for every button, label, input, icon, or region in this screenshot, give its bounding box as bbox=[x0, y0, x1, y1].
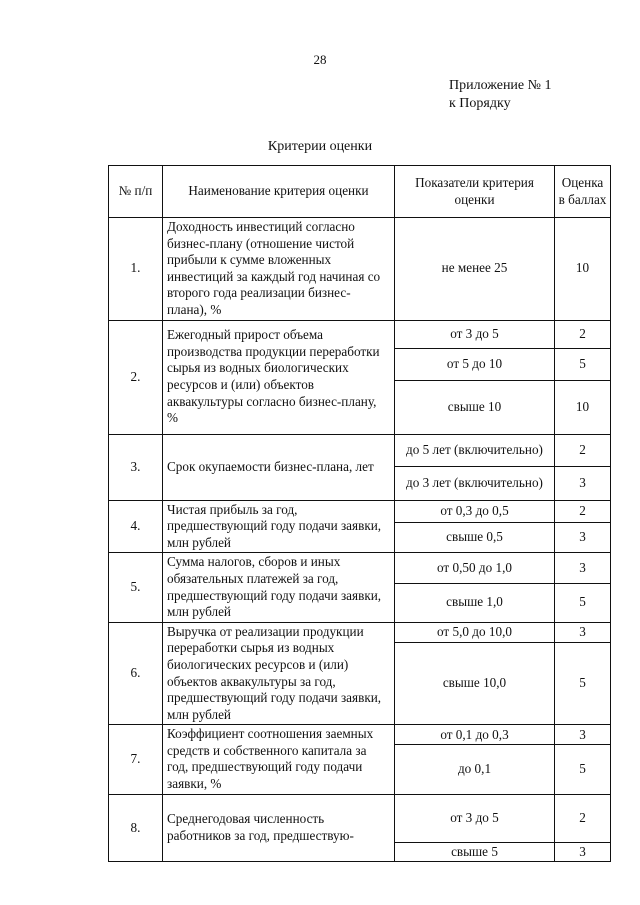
table-row bbox=[109, 553, 611, 583]
header-score: Оценка в баллах bbox=[555, 166, 611, 218]
criterion-name: Выручка от реализации продукции переработки сырья из водных биологических ресурсов и (или) объектов аквакультуры за год, предшествующий году подачи заявки, млн рублей bbox=[163, 622, 395, 725]
criterion-score: 3 bbox=[555, 622, 611, 643]
criterion-indicator: свыше 0,5 bbox=[395, 523, 555, 553]
criteria-table-body bbox=[109, 218, 611, 862]
criterion-indicator: от 5 до 10 bbox=[395, 348, 555, 380]
criterion-number: 1. bbox=[109, 218, 163, 321]
header-number: № п/п bbox=[109, 166, 163, 218]
table-row bbox=[109, 794, 611, 842]
criterion-indicator: от 3 до 5 bbox=[395, 794, 555, 842]
criterion-indicator: от 3 до 5 bbox=[395, 320, 555, 348]
criterion-score: 3 bbox=[555, 725, 611, 745]
criterion-score: 3 bbox=[555, 553, 611, 583]
criterion-name: Коэффициент соотношения заемных средств и собственного капитала за год, предшествующий году подачи заявки, % bbox=[163, 725, 395, 794]
criterion-name: Срок окупаемости бизнес-плана, лет bbox=[163, 434, 395, 500]
page-number: 28 bbox=[313, 52, 327, 67]
criterion-indicator: свыше 1,0 bbox=[395, 583, 555, 622]
criterion-number: 2. bbox=[109, 320, 163, 434]
table-row bbox=[109, 500, 611, 522]
criterion-indicator: от 5,0 до 10,0 bbox=[395, 622, 555, 643]
criterion-score: 10 bbox=[555, 218, 611, 321]
appendix-line-2: к Порядку bbox=[449, 96, 511, 111]
header-indicators: Показатели критерия оценки bbox=[395, 166, 555, 218]
criterion-indicator: от 0,3 до 0,5 bbox=[395, 500, 555, 522]
table-header-row bbox=[109, 166, 611, 218]
criterion-number: 5. bbox=[109, 553, 163, 622]
criterion-score: 2 bbox=[555, 794, 611, 842]
criterion-number: 8. bbox=[109, 794, 163, 862]
criterion-name: Ежегодный прирост объема производства продукции переработки сырья из водных биологических ресурсов и (или) объектов аквакультуры согласно бизнес-плану, % bbox=[163, 320, 395, 434]
criterion-score: 10 bbox=[555, 380, 611, 434]
criterion-score: 5 bbox=[555, 348, 611, 380]
criterion-indicator: не менее 25 bbox=[395, 218, 555, 321]
table-row bbox=[109, 320, 611, 348]
table-row bbox=[109, 434, 611, 466]
table-row bbox=[109, 218, 611, 321]
criterion-name: Среднегодовая численность работников за год, предшествую- bbox=[163, 794, 395, 862]
criterion-number: 6. bbox=[109, 622, 163, 725]
criterion-score: 5 bbox=[555, 583, 611, 622]
criterion-indicator: от 0,50 до 1,0 bbox=[395, 553, 555, 583]
document-title: Критерии оценки bbox=[267, 139, 373, 154]
criterion-score: 5 bbox=[555, 643, 611, 725]
criterion-name: Чистая прибыль за год, предшествующий году подачи заявки, млн рублей bbox=[163, 500, 395, 553]
criterion-score: 2 bbox=[555, 320, 611, 348]
criterion-score: 5 bbox=[555, 745, 611, 794]
criterion-name: Сумма налогов, сборов и иных обязательных платежей за год, предшествующий году подачи заявки, млн рублей bbox=[163, 553, 395, 622]
appendix-line-1: Приложение № 1 bbox=[449, 78, 552, 93]
header-criterion-name: Наименование критерия оценки bbox=[163, 166, 395, 218]
criterion-number: 7. bbox=[109, 725, 163, 794]
criterion-score: 2 bbox=[555, 500, 611, 522]
criterion-indicator: свыше 5 bbox=[395, 842, 555, 862]
criterion-indicator: свыше 10 bbox=[395, 380, 555, 434]
criterion-number: 4. bbox=[109, 500, 163, 553]
table-row bbox=[109, 622, 611, 643]
criterion-number: 3. bbox=[109, 434, 163, 500]
criterion-score: 2 bbox=[555, 434, 611, 466]
table-row bbox=[109, 725, 611, 745]
criterion-indicator: свыше 10,0 bbox=[395, 643, 555, 725]
criterion-score: 3 bbox=[555, 466, 611, 500]
criterion-indicator: до 5 лет (включительно) bbox=[395, 434, 555, 466]
criterion-name: Доходность инвестиций согласно бизнес-плану (отношение чистой прибыли к сумме вложенных инвестиций за каждый год начиная со второго года реализации бизнес-плана), % bbox=[163, 218, 395, 321]
criterion-indicator: до 0,1 bbox=[395, 745, 555, 794]
criterion-score: 3 bbox=[555, 842, 611, 862]
appendix-note bbox=[449, 77, 552, 113]
criterion-indicator: до 3 лет (включительно) bbox=[395, 466, 555, 500]
criterion-indicator: от 0,1 до 0,3 bbox=[395, 725, 555, 745]
criteria-table bbox=[108, 165, 611, 862]
criterion-score: 3 bbox=[555, 523, 611, 553]
